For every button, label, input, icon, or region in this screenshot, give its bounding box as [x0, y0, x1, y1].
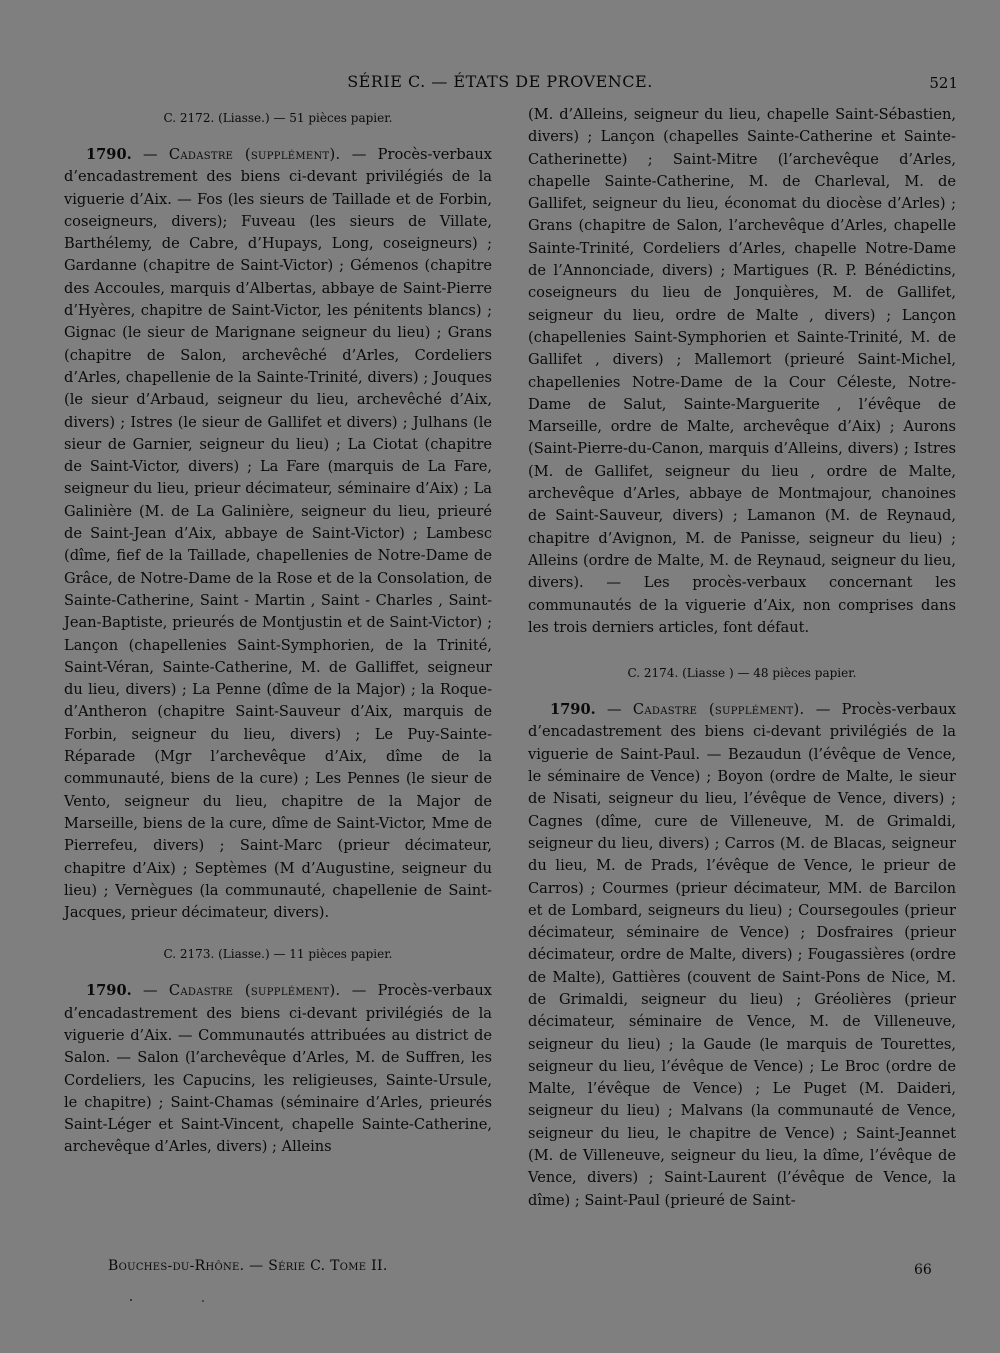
entry-dash: — — [131, 982, 169, 1000]
series-title: SÉRIE C. — ÉTATS DE PROVENCE. — [347, 72, 653, 91]
right-column — [528, 104, 956, 1212]
entry-dash: — — [131, 146, 169, 163]
entry-c2174-text — [528, 699, 956, 1212]
entry-continuation — [528, 104, 956, 639]
entry-year: 1790. — [86, 982, 132, 1000]
cote-c2172: C. 2172. (Liasse.) — 51 pièces papier. — [163, 111, 393, 125]
entry-label: Cadastre (supplément). — [168, 146, 341, 163]
continuation-text: (M. d’Alleins, seigneur du lieu, chapelle Saint-Sébastien, divers) ; Lançon (chapelles Sainte-Catherine et Sainte-Catherinette) ; Saint-Mitre (l’archevêque d’Arles, chapelle Sainte-Catherine, M. de Charleval, M. de Gallifet, seigneur du lieu, économat du diocèse d’Arles) ; Grans (chapitre de Salon, l’archevêque d’Arles, chapelle Sainte-Trinité, Cordeliers d’Arles, chapelle Notre-Dame de l’Annonciade, divers) ; Martigues (R. P. Bénédictins, coseigneurs du lieu de Jonquières, M. de Gallifet, seigneur du lieu, ordre de Malte , divers) ; Lançon (chapellenies Saint-Symphorien et Sainte-Trinité, M. de Gallifet , divers) ; Mallemort (prieuré Saint-Michel, chapellenies Notre-Dame de la Cour Céleste, Notre-Dame de Salut, Sainte-Marguerite , l’évêque de Marseille, ordre de Malte, archevêque d’Aix) ; Aurons (Saint-Pierre-du-Canon, marquis d’Alleins, divers) ; Istres (M. de Gallifet, seigneur du lieu , ordre de Malte, archevêque d’Arles, abbaye de Montmajour, chanoines de Saint-Sauveur, divers) ; Lamanon (M. de Reynaud, chapitre d’Avignon, M. de Panisse, seigneur du lieu) ; Alleins (ordre de Malte, M. de Reynaud, seigneur du lieu, divers). — Les procès-verbaux concernant les communautés de la viguerie d’Aix, non comprises dans les trois derniers articles, font défaut. — [528, 106, 956, 636]
cote-c2173: C. 2173. (Liasse.) — 11 pièces papier. — [163, 947, 393, 962]
entry-c2172-text — [64, 144, 492, 924]
entry-body: — Procès-verbaux d’encadastrement des biens ci-devant privilégiés de la viguerie d’Aix. — Fos (les sieurs de Taillade et de Forbin, coseigneurs, divers); Fuveau (les sieurs de Villate, Barthélemy, de Cabre, d’Hupays, Long, coseigneurs) ; Gardanne (chapitre de Saint-Victor) ; Gémenos (chapitre des Accoules, marquis d’Albertas, abbaye de Saint-Pierre d’Hyères, chapitre de Saint-Victor, les pénitents blancs) ; Gignac (le sieur de Marignane seigneur du lieu) ; Grans (chapitre de Salon, archevêché d’Arles, Cordeliers d’Arles, chapellenie de la Sainte-Trinité, divers) ; Jouques (le sieur d’Arbaud, seigneur du lieu, archevêché d’Aix, divers) ; Istres (le sieur de Gallifet et divers) ; Julhans (le sieur de Garnier, seigneur du lieu) ; La Ciotat (chapitre de Saint-Victor, divers) ; La Fare (marquis de La Fare, seigneur du lieu, prieur décimateur, séminaire d’Aix) ; La Galinière (M. de La Galinière, seigneur du lieu, prieuré de Saint-Jean d’Aix, abbaye de Saint-Victor) ; Lambesc (dîme, fief de la Taillade, chapellenies de Notre-Dame de Grâce, de Notre-Dame de la Rose et de la Consolation, de Sainte-Catherine, Saint - Martin , Saint - Charles , Saint-Jean-Baptiste, prieurés de Montjustin et de Saint-Victor) ; Lançon (chapellenies Saint-Symphorien, de la Trinité, Saint-Véran, Sainte-Catherine, M. de Galliffet, seigneur du lieu, divers) ; La Penne (dîme de la Major) ; la Roque-d’Antheron (chapitre Saint-Sauveur d’Aix, marquis de Forbin, seigneur du lieu, divers) ; Le Puy-Sainte-Réparade (Mgr l’archevêque d’Aix, dîme de la communauté, biens de la cure) ; Les Pennes (le sieur de Vento, seigneur du lieu, chapitre de la Major de Marseille, biens de la cure, dîme de Saint-Victor, Mme de Pierrefeu, divers) ; Saint-Marc (prieur décimateur, chapitre d’Aix) ; Septèmes (M d’Augustine, seigneur du lieu) ; Vernègues (la communauté, chapellenie de Saint-Jacques, prieur décimateur, divers). — [64, 146, 492, 922]
speck — [130, 1299, 132, 1301]
page-number: 521 — [929, 74, 958, 92]
entry-year: 1790. — [550, 701, 596, 719]
cote-c2174: C. 2174. (Liasse ) — 48 pièces papier. — [627, 666, 857, 681]
volume-footer: Bouches-du-Rhône. — Série C. Tome II. — [108, 1258, 388, 1274]
sheet-signature: 66 — [914, 1262, 932, 1278]
speck — [202, 1300, 204, 1302]
entry-year: 1790. — [86, 146, 132, 163]
print-specks — [128, 1295, 228, 1305]
running-header — [0, 72, 1000, 96]
entry-body: — Procès-verbaux d’encadastrement des biens ci-devant privilégiés de la viguerie de Saint-Paul. — Bezaudun (l’évêque de Vence, le séminaire de Vence) ; Boyon (ordre de Malte, le sieur de Nisati, seigneur du lieu, l’évêque de Vence, divers) ; Cagnes (dîme, cure de Villeneuve, M. de Grimaldi, seigneur du lieu, divers) ; Carros (M. de Blacas, seigneur du lieu, M. de Prads, l’évêque de Vence, le prieur de Carros) ; Courmes (prieur décimateur, MM. de Barcilon et de Lombard, seigneurs du lieu) ; Coursegoules (prieur décimateur, séminaire de Vence) ; Dosfraires (prieur décimateur, ordre de Malte, divers) ; Fougassières (ordre de Malte), Gattières (couvent de Saint-Pons de Nice, M. de Grimaldi, seigneur du lieu) ; Gréolières (prieur décimateur, séminaire de Vence, M. de Villeneuve, seigneur du lieu) ; la Gaude (le marquis de Tourettes, seigneur du lieu, l’évêque de Vence) ; Le Broc (ordre de Malte, l’évêque de Vence) ; Le Puget (M. Daideri, seigneur du lieu) ; Malvans (la communauté de Vence, seigneur du lieu, le chapitre de Vence) ; Saint-Jeannet (M. de Villeneuve, seigneur du lieu, la dîme, l’évêque de Vence, divers) ; Saint-Laurent (l’évêque de Vence, la dîme) ; Saint-Paul (prieuré de Saint- — [528, 701, 956, 1209]
entry-label: Cadastre (supplément). — [632, 701, 805, 719]
entry-c2173 — [64, 980, 492, 1158]
entry-c2174 — [528, 699, 956, 1212]
left-column — [64, 100, 492, 1159]
entry-label: Cadastre (supplément). — [168, 982, 341, 1000]
entry-dash: — — [595, 701, 633, 719]
entry-c2172 — [64, 144, 492, 924]
entry-body: — Procès-verbaux d’encadastrement des biens ci-devant privilégiés de la viguerie d’Aix. — Communautés attribuées au district de Salon. — Salon (l’archevêque d’Arles, M. de Suffren, les Cordeliers, les Capucins, les religieuses, Sainte-Ursule, le chapitre) ; Saint-Chamas (séminaire d’Arles, prieurés Saint-Léger et Saint-Vincent, chapelle Sainte-Catherine, archevêque d’Arles, divers) ; Alleins — [64, 982, 492, 1156]
entry-c2173-text — [64, 980, 492, 1158]
